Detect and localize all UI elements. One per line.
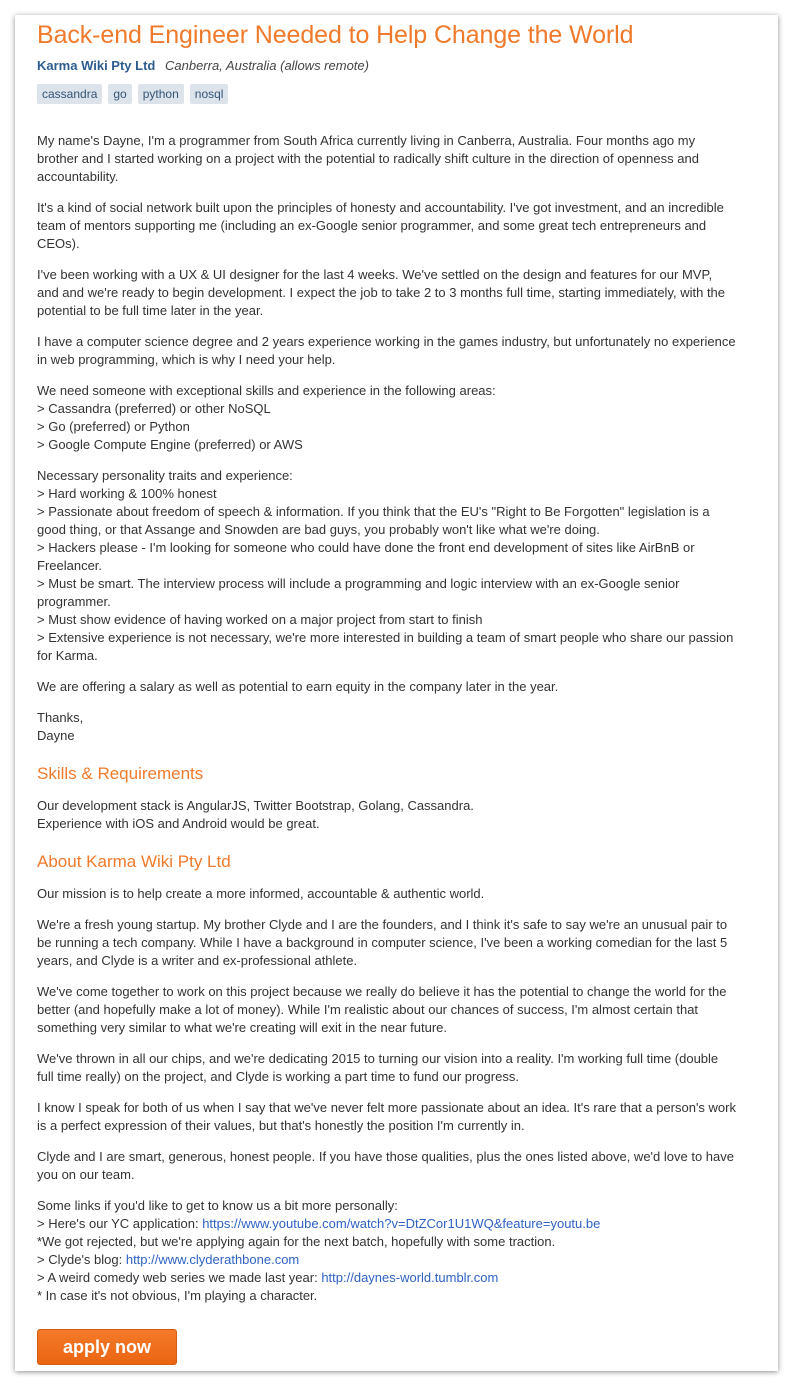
about-paragraph: Clyde and I are smart, generous, honest people. If you have those qualities, plus the ones listed above, we'd love to have you on our team. — [37, 1149, 734, 1182]
text-line: It's a kind of social network built upon the principles of honesty and accountability. I've got investment, and an incredible team of mentors supporting me (including an ex-Google senior programmer, and some great tech entrepreneurs and CEOs). — [37, 200, 724, 251]
text-line: > Go (preferred) or Python — [37, 419, 190, 434]
text-line: I have a computer science degree and 2 years experience working in the games industry, but unfortunately no experience in web programming, which is why I need your help. — [37, 334, 736, 367]
yc-note: *We got rejected, but we're applying again for the next batch, hopefully with some traction. — [37, 1234, 556, 1249]
text-line: > Hackers please - I'm looking for someone who could have done the front end development of sites like AirBnB or Freelancer. — [37, 540, 695, 573]
text-line: > Must be smart. The interview process will include a programming and logic interview with an ex-Google senior programmer. — [37, 576, 680, 609]
text-line: Dayne — [37, 728, 75, 743]
text-line: Necessary personality traits and experience: — [37, 468, 293, 483]
company-link[interactable]: Karma Wiki Pty Ltd — [37, 58, 156, 73]
links-intro: Some links if you'd like to get to know us a bit more personally: — [37, 1198, 398, 1213]
description-paragraph — [37, 199, 737, 253]
character-note: * In case it's not obvious, I'm playing a character. — [37, 1288, 318, 1303]
job-posting-card — [15, 15, 778, 1371]
text-line: Experience with iOS and Android would be great. — [37, 816, 320, 831]
job-description — [37, 132, 737, 745]
yc-application-link[interactable]: https://www.youtube.com/watch?v=DtZCor1U1WQ&feature=youtu.be — [202, 1216, 601, 1231]
text-line: We need someone with exceptional skills and experience in the following areas: — [37, 383, 496, 398]
text-line: > Must show evidence of having worked on a major project from start to finish — [37, 612, 483, 627]
about-paragraph: Our mission is to help create a more informed, accountable & authentic world. — [37, 886, 485, 901]
description-paragraph — [37, 333, 737, 369]
text-line: My name's Dayne, I'm a programmer from South Africa currently living in Canberra, Australia. Four months ago my brother and I started working on a project with the potential to radically shift culture in the direction of openness and accountability. — [37, 133, 699, 184]
job-title: Back-end Engineer Needed to Help Change the World — [37, 21, 634, 49]
tag-python[interactable]: python — [138, 84, 184, 104]
signoff — [37, 709, 737, 745]
skills-heading: Skills & Requirements — [37, 764, 204, 783]
traits-list — [37, 467, 737, 665]
job-content — [37, 132, 737, 1318]
tag-go[interactable]: go — [108, 84, 131, 104]
series-label: > A weird comedy web series we made last year: — [37, 1270, 322, 1285]
text-line: I've been working with a UX & UI designer for the last 4 weeks. We've settled on the design and features for our MVP, and and we're ready to begin development. I expect the job to take 2 to 3 months full time, starting immediately, with the potential to be full time later in the year. — [37, 267, 726, 318]
requirements-list — [37, 382, 737, 454]
apply-now-button[interactable]: apply now — [37, 1329, 177, 1365]
job-location: Canberra, Australia (allows remote) — [164, 58, 369, 73]
about-paragraph: I know I speak for both of us when I say that we've never felt more passionate about an idea. It's rare that a person's work is a perfect expression of their values, but that's honestly the position I'm currently in. — [37, 1100, 736, 1133]
tag-list — [37, 84, 228, 104]
blog-label: > Clyde's blog: — [37, 1252, 126, 1267]
text-line: > Hard working & 100% honest — [37, 486, 217, 501]
about-paragraph: We're a fresh young startup. My brother Clyde and I are the founders, and I think it's safe to say we're an unusual pair to be running a tech company. While I have a background in computer science, I've been a working comedian for the last 5 years, and Clyde is a writer and ex-professional athlete. — [37, 917, 728, 968]
about-paragraph: We've come together to work on this project because we really do believe it has the potential to change the world for the better (and hopefully make a lot of money). While I'm realistic about our chances of success, I'm almost certain that something very similar to what we're creating will exit in the near future. — [37, 984, 727, 1035]
text-line: > Passionate about freedom of speech & information. If you think that the EU's "Right to Be Forgotten" legislation is a good thing, or that Assange and Snowden are bad guys, you probably won't like what we're doing. — [37, 504, 710, 537]
text-line: > Cassandra (preferred) or other NoSQL — [37, 401, 271, 416]
text-line: Thanks, — [37, 710, 84, 725]
text-line: > Google Compute Engine (preferred) or AWS — [37, 437, 303, 452]
description-paragraph — [37, 266, 737, 320]
description-paragraph — [37, 678, 737, 696]
tag-nosql[interactable]: nosql — [190, 84, 229, 104]
web-series-link[interactable]: http://daynes-world.tumblr.com — [321, 1270, 499, 1285]
about-heading: About Karma Wiki Pty Ltd — [37, 852, 231, 871]
skills-text — [37, 797, 737, 833]
description-paragraph — [37, 132, 737, 186]
text-line: Our development stack is AngularJS, Twitter Bootstrap, Golang, Cassandra. — [37, 798, 474, 813]
about-paragraph: We've thrown in all our chips, and we're dedicating 2015 to turning our vision into a reality. I'm working full time (double full time really) on the project, and Clyde is working a part time to fund our progress. — [37, 1051, 719, 1084]
personal-links — [37, 1197, 737, 1305]
tag-cassandra[interactable]: cassandra — [37, 84, 102, 104]
job-meta — [37, 58, 369, 73]
yc-label: > Here's our YC application: — [37, 1216, 203, 1231]
text-line: > Extensive experience is not necessary, we're more interested in building a team of smart people who share our passion for Karma. — [37, 630, 734, 663]
clyde-blog-link[interactable]: http://www.clyderathbone.com — [125, 1252, 300, 1267]
text-line: We are offering a salary as well as potential to earn equity in the company later in the year. — [37, 679, 559, 694]
